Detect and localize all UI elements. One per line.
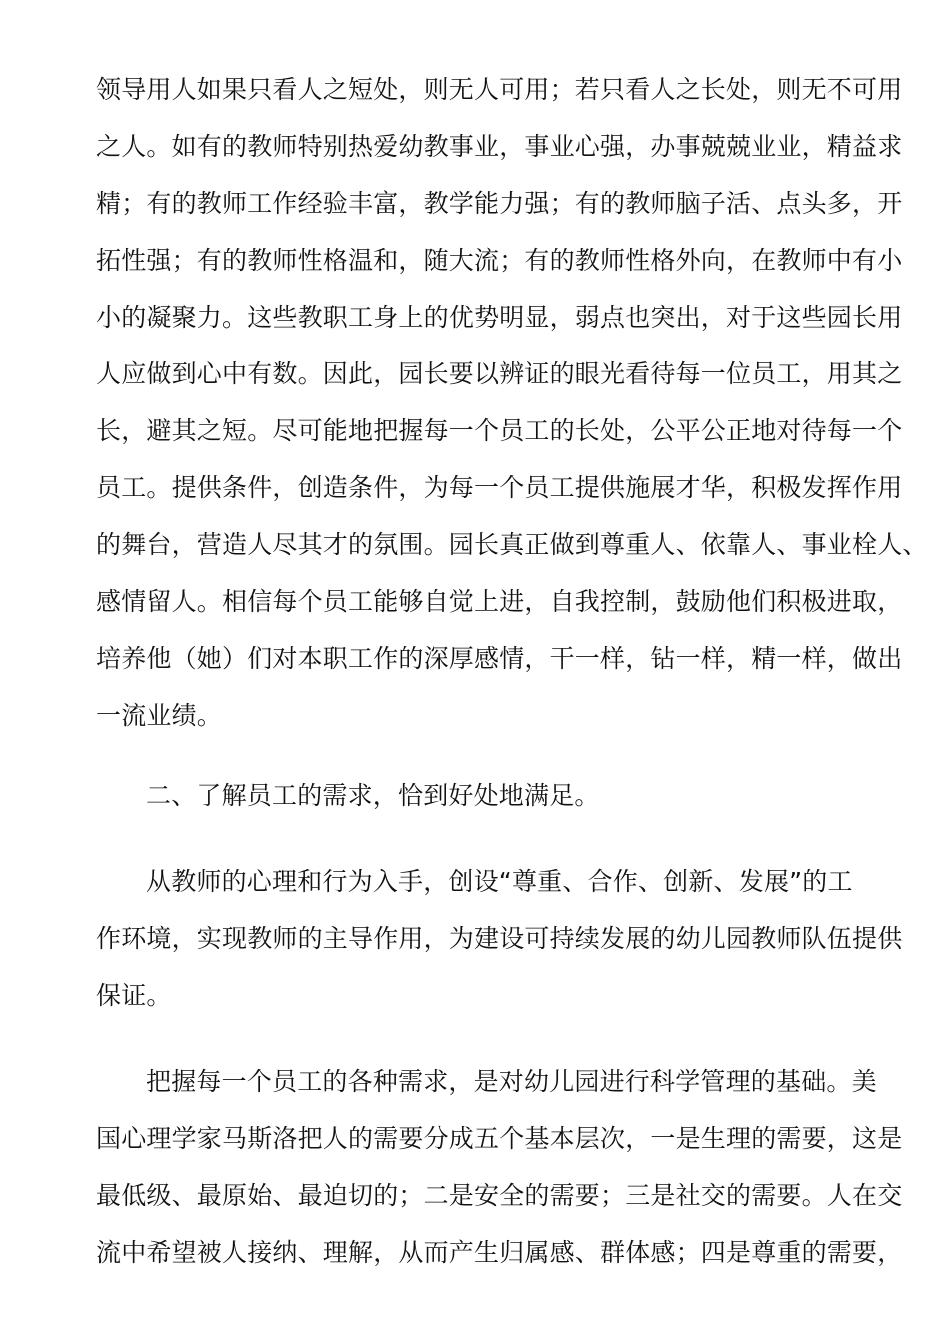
text-line: 领导用人如果只看人之短处，则无人可用；若只看人之长处，则无不可用 <box>96 75 903 104</box>
text-line: 作环境，实现教师的主导作用，为建设可持续发展的幼儿园教师队伍提供 <box>96 923 903 953</box>
paragraph-environment <box>96 854 903 1025</box>
text-line: 员工。提供条件，创造条件，为每一个员工提供施展才华，积极发挥作用 <box>96 473 903 503</box>
section-heading-needs <box>96 768 876 825</box>
text-line: 培养他（她）们对本职工作的深厚感情，干一样，钻一样，精一样，做出 <box>96 643 903 673</box>
paragraph-leadership <box>96 62 928 745</box>
text-line: 从教师的心理和行为入手，创设“尊重、合作、创新、发展”的工 <box>146 867 853 896</box>
text-line: 拓性强；有的教师性格温和，随大流；有的教师性格外向，在教师中有小 <box>96 245 903 275</box>
text-line: 感情留人。相信每个员工能够自觉上进，自我控制，鼓励他们积极进取， <box>96 587 903 617</box>
text-line: 流中希望被人接纳、理解，从而产生归属感、群体感；四是尊重的需要， <box>96 1237 903 1267</box>
text-line: 人应做到心中有数。因此，园长要以辨证的眼光看待每一位员工，用其之 <box>96 359 903 389</box>
text-line: 保证。 <box>96 980 172 1010</box>
text-line: 小的凝聚力。这些教职工身上的优势明显，弱点也突出，对于这些园长用 <box>96 302 903 332</box>
text-line: 长，避其之短。尽可能地把握每一个员工的长处，公平公正地对待每一个 <box>96 416 903 446</box>
text-line: 最低级、最原始、最迫切的；二是安全的需要；三是社交的需要。人在交 <box>96 1180 903 1210</box>
paragraph-maslow <box>96 1054 903 1282</box>
text-line: 把握每一个员工的各种需求，是对幼儿园进行科学管理的基础。美 <box>146 1067 877 1096</box>
text-line: 一流业绩。 <box>96 700 223 730</box>
heading-text: 二、了解员工的需求，恰到好处地满足。 <box>146 781 600 810</box>
text-line: 国心理学家马斯洛把人的需要分成五个基本层次，一是生理的需要，这是 <box>96 1123 903 1153</box>
text-line: 精；有的教师工作经验丰富，教学能力强；有的教师脑子活、点头多，开 <box>96 188 903 218</box>
text-line: 之人。如有的教师特别热爱幼教事业，事业心强，办事兢兢业业，精益求 <box>96 131 903 161</box>
text-line: 的舞台，营造人尽其才的氛围。园长真正做到尊重人、依靠人、事业栓人、 <box>96 530 928 560</box>
